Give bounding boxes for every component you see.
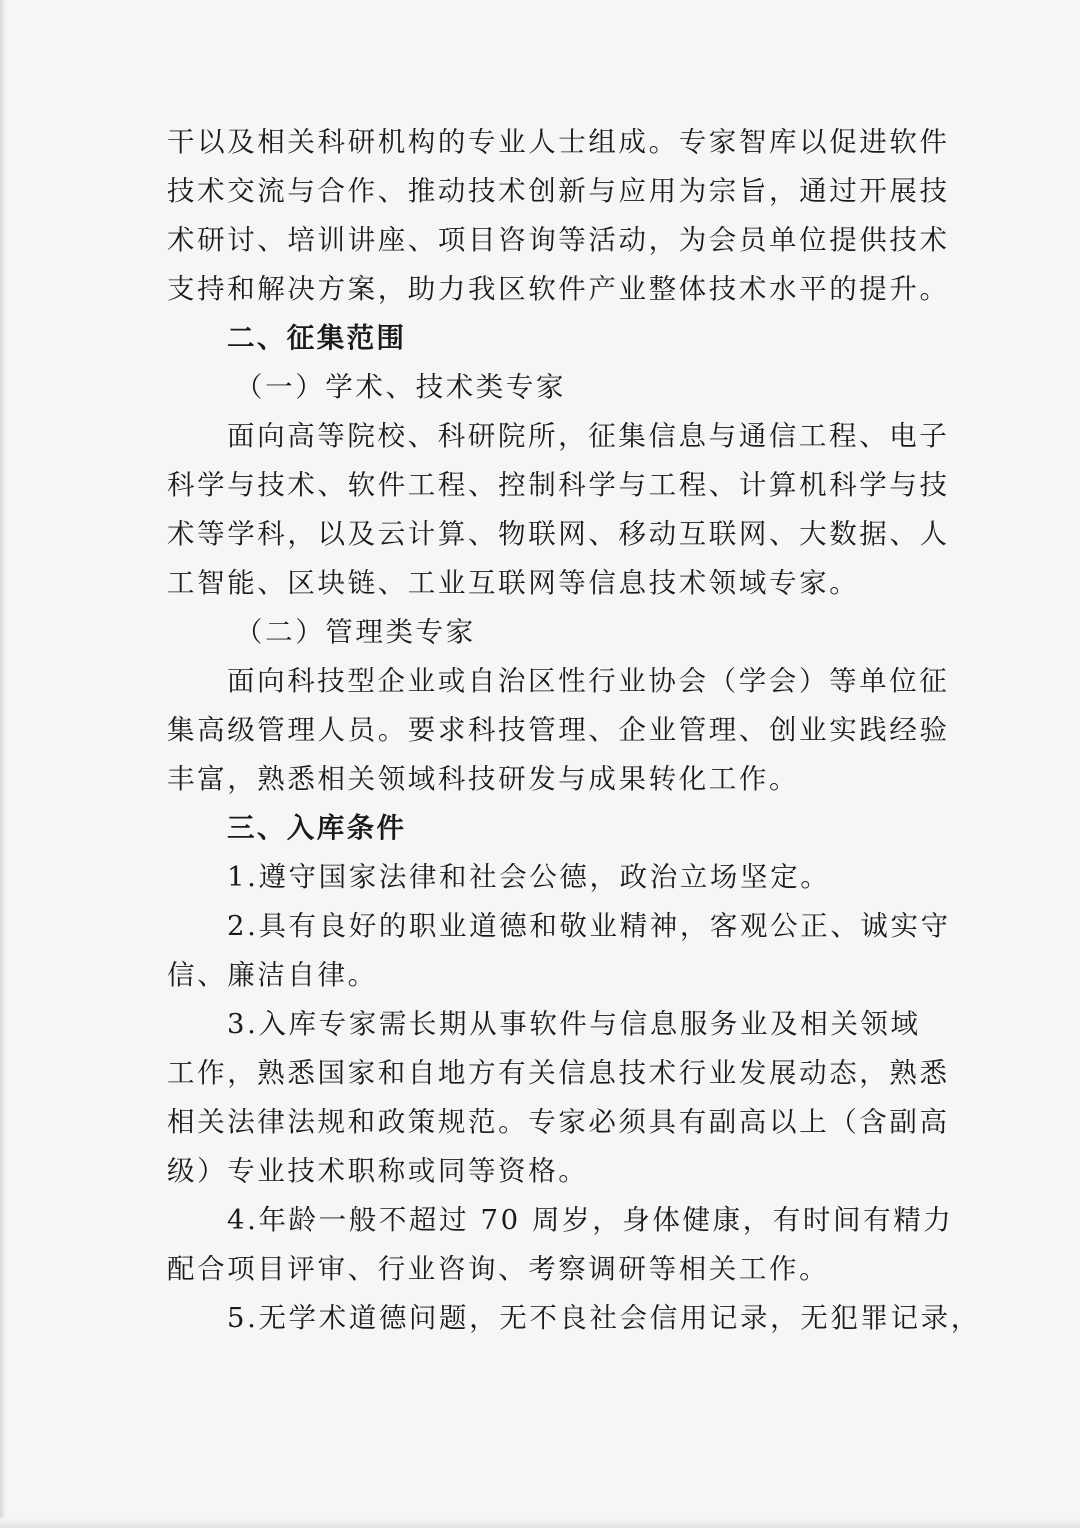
text-line: 2.具有良好的职业道德和敬业精神，客观公正、诚实守 [227, 910, 951, 942]
condition-item-2 [167, 902, 951, 1000]
page-bottom-shadow [0, 1518, 1080, 1528]
text-line: 支持和解决方案，助力我区软件产业整体技术水平的提升。 [167, 273, 950, 305]
condition-item-5 [167, 1294, 981, 1343]
section-heading-conditions: 三、入库条件 [227, 812, 407, 844]
text-line: 5.无学术道德问题，无不良社会信用记录，无犯罪记录， [227, 1302, 981, 1334]
page-edge-shadow [0, 0, 6, 1528]
text-line: 4.年龄一般不超过 70 周岁，身体健康，有时间有精力 [227, 1204, 954, 1236]
paragraph-management-experts [167, 657, 950, 804]
text-line: 工作，熟悉国家和自地方有关信息技术行业发展动态，熟悉 [167, 1057, 950, 1089]
text-line: 面向高等院校、科研院所，征集信息与通信工程、电子 [227, 420, 950, 452]
subsection-heading-academic: （一）学术、技术类专家 [235, 371, 567, 403]
text-line: 科学与技术、软件工程、控制科学与工程、计算机科学与技 [167, 469, 950, 501]
text-line: 术研讨、培训讲座、项目咨询等活动，为会员单位提供技术 [167, 224, 950, 256]
text-line: 面向科技型企业或自治区性行业协会（学会）等单位征 [227, 665, 950, 697]
text-line: 集高级管理人员。要求科技管理、企业管理、创业实践经验 [167, 714, 950, 746]
text-line: 相关法律法规和政策规范。专家必须具有副高以上（含副高 [167, 1106, 950, 1138]
section-heading-scope: 二、征集范围 [227, 322, 407, 354]
text-line: 1.遵守国家法律和社会公德，政治立场坚定。 [227, 861, 831, 893]
text-line: 术等学科，以及云计算、物联网、移动互联网、大数据、人 [167, 518, 950, 550]
document-body [167, 118, 981, 1343]
paragraph-academic-experts [167, 412, 950, 608]
condition-item-3 [167, 1000, 950, 1196]
subsection-heading-management: （二）管理类专家 [235, 616, 476, 648]
text-line: 3.入库专家需长期从事软件与信息服务业及相关领域 [227, 1008, 921, 1040]
condition-item-4 [167, 1196, 954, 1294]
text-line: 技术交流与合作、推动技术创新与应用为宗旨，通过开展技 [167, 175, 950, 207]
paragraph-intro-continued [167, 118, 950, 314]
text-line: 干以及相关科研机构的专业人士组成。专家智库以促进软件 [167, 126, 950, 158]
text-line: 级）专业技术职称或同等资格。 [167, 1155, 589, 1187]
condition-item-1 [167, 853, 917, 902]
text-line: 丰富，熟悉相关领域科技研发与成果转化工作。 [167, 763, 800, 795]
text-line: 配合项目评审、行业咨询、考察调研等相关工作。 [167, 1253, 830, 1285]
text-line: 工智能、区块链、工业互联网等信息技术领域专家。 [167, 567, 860, 599]
text-line: 信、廉洁自律。 [167, 959, 378, 991]
